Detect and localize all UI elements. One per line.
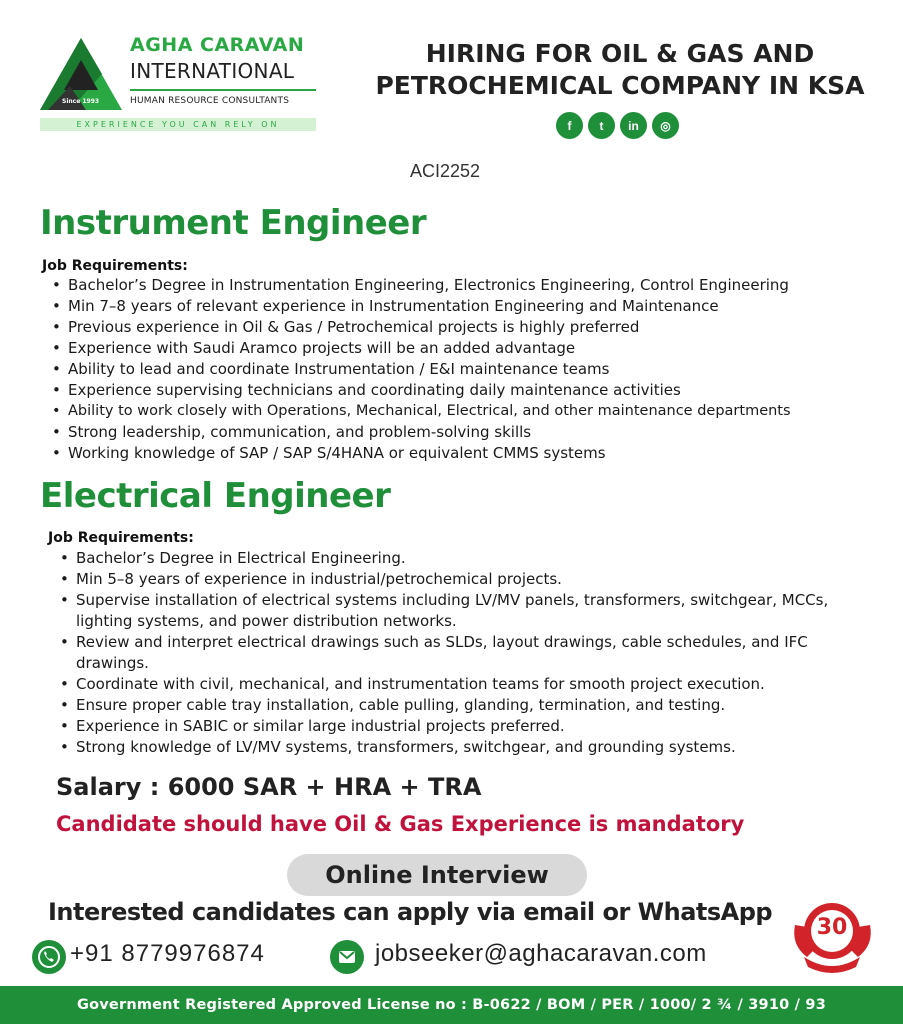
list-item: • Ability to lead and coordinate Instrumentation / E&I maintenance teams <box>52 359 892 380</box>
list-item: • Ensure proper cable tray installation, cable pulling, glanding, termination, and testing. <box>60 695 850 716</box>
brand-name-line2: INTERNATIONAL <box>130 59 295 83</box>
logo-divider <box>130 89 316 91</box>
list-item: • Bachelor’s Degree in Electrical Engineering. <box>60 548 850 569</box>
salary-info: Salary : 6000 SAR + HRA + TRA <box>56 773 482 801</box>
email-icon[interactable] <box>330 940 364 974</box>
twitter-icon[interactable]: t <box>588 112 615 139</box>
email-address[interactable]: jobseeker@aghacaravan.com <box>375 940 707 967</box>
online-interview-badge: Online Interview <box>287 854 587 896</box>
headline-line1: HIRING FOR OIL & GAS AND <box>425 39 815 68</box>
page-headline <box>350 38 890 102</box>
badge-number: 30 <box>816 915 848 940</box>
company-logo <box>40 34 325 134</box>
list-item: • Experience with Saudi Aramco projects will be an added advantage <box>52 338 892 359</box>
job-title-instrument: Instrument Engineer <box>40 203 427 243</box>
list-item: • Experience in SABIC or similar large industrial projects preferred. <box>60 716 850 737</box>
headline-line2: PETROCHEMICAL COMPANY IN KSA <box>375 71 865 100</box>
reference-code: ACI2252 <box>410 161 481 181</box>
brand-tagline: EXPERIENCE YOU CAN RELY ON <box>40 118 316 131</box>
requirements-label: Job Requirements: <box>42 258 188 274</box>
list-item: • Min 5–8 years of experience in industrial/petrochemical projects. <box>60 569 850 590</box>
license-footer: Government Registered Approved License no : B-0622 / BOM / PER / 1000/ 2 ¾ / 3910 / 93 <box>0 986 903 1024</box>
brand-name-line1: AGHA CARAVAN <box>130 34 305 56</box>
since-label: Since 1993 <box>62 98 100 105</box>
whatsapp-icon[interactable] <box>32 940 66 974</box>
linkedin-icon[interactable]: in <box>620 112 647 139</box>
phone-number[interactable]: +91 8779976874 <box>70 940 265 967</box>
list-item: • Experience supervising technicians and coordinating daily maintenance activities <box>52 380 892 401</box>
list-item: • Supervise installation of electrical systems including LV/MV panels, transformers, switchgear, MCCs, lighting systems, and power distribution networks. <box>60 590 850 632</box>
job-title-electrical: Electrical Engineer <box>40 476 391 516</box>
anniversary-badge <box>790 895 875 975</box>
requirements-list-electrical <box>60 548 850 758</box>
requirements-label: Job Requirements: <box>48 530 194 546</box>
instagram-icon[interactable]: ◎ <box>652 112 679 139</box>
list-item: • Strong knowledge of LV/MV systems, transformers, switchgear, and grounding systems. <box>60 737 850 758</box>
list-item: • Bachelor’s Degree in Instrumentation Engineering, Electronics Engineering, Control Engineering <box>52 275 892 296</box>
list-item: • Ability to work closely with Operations, Mechanical, Electrical, and other maintenance departments <box>52 401 892 422</box>
mandatory-note: Candidate should have Oil & Gas Experience is mandatory <box>56 812 745 836</box>
requirements-list-instrument <box>52 275 892 464</box>
apply-instructions: Interested candidates can apply via email or WhatsApp <box>48 898 773 926</box>
list-item: • Previous experience in Oil & Gas / Petrochemical projects is highly preferred <box>52 317 892 338</box>
list-item: • Review and interpret electrical drawings such as SLDs, layout drawings, cable schedules, and IFC drawings. <box>60 632 850 674</box>
list-item: • Min 7–8 years of relevant experience in Instrumentation Engineering and Maintenance <box>52 296 892 317</box>
list-item: • Strong leadership, communication, and problem-solving skills <box>52 422 892 443</box>
facebook-icon[interactable]: f <box>556 112 583 139</box>
social-links <box>556 112 679 139</box>
list-item: • Working knowledge of SAP / SAP S/4HANA or equivalent CMMS systems <box>52 443 892 464</box>
list-item: • Coordinate with civil, mechanical, and instrumentation teams for smooth project execution. <box>60 674 850 695</box>
brand-subtitle: HUMAN RESOURCE CONSULTANTS <box>130 96 290 106</box>
